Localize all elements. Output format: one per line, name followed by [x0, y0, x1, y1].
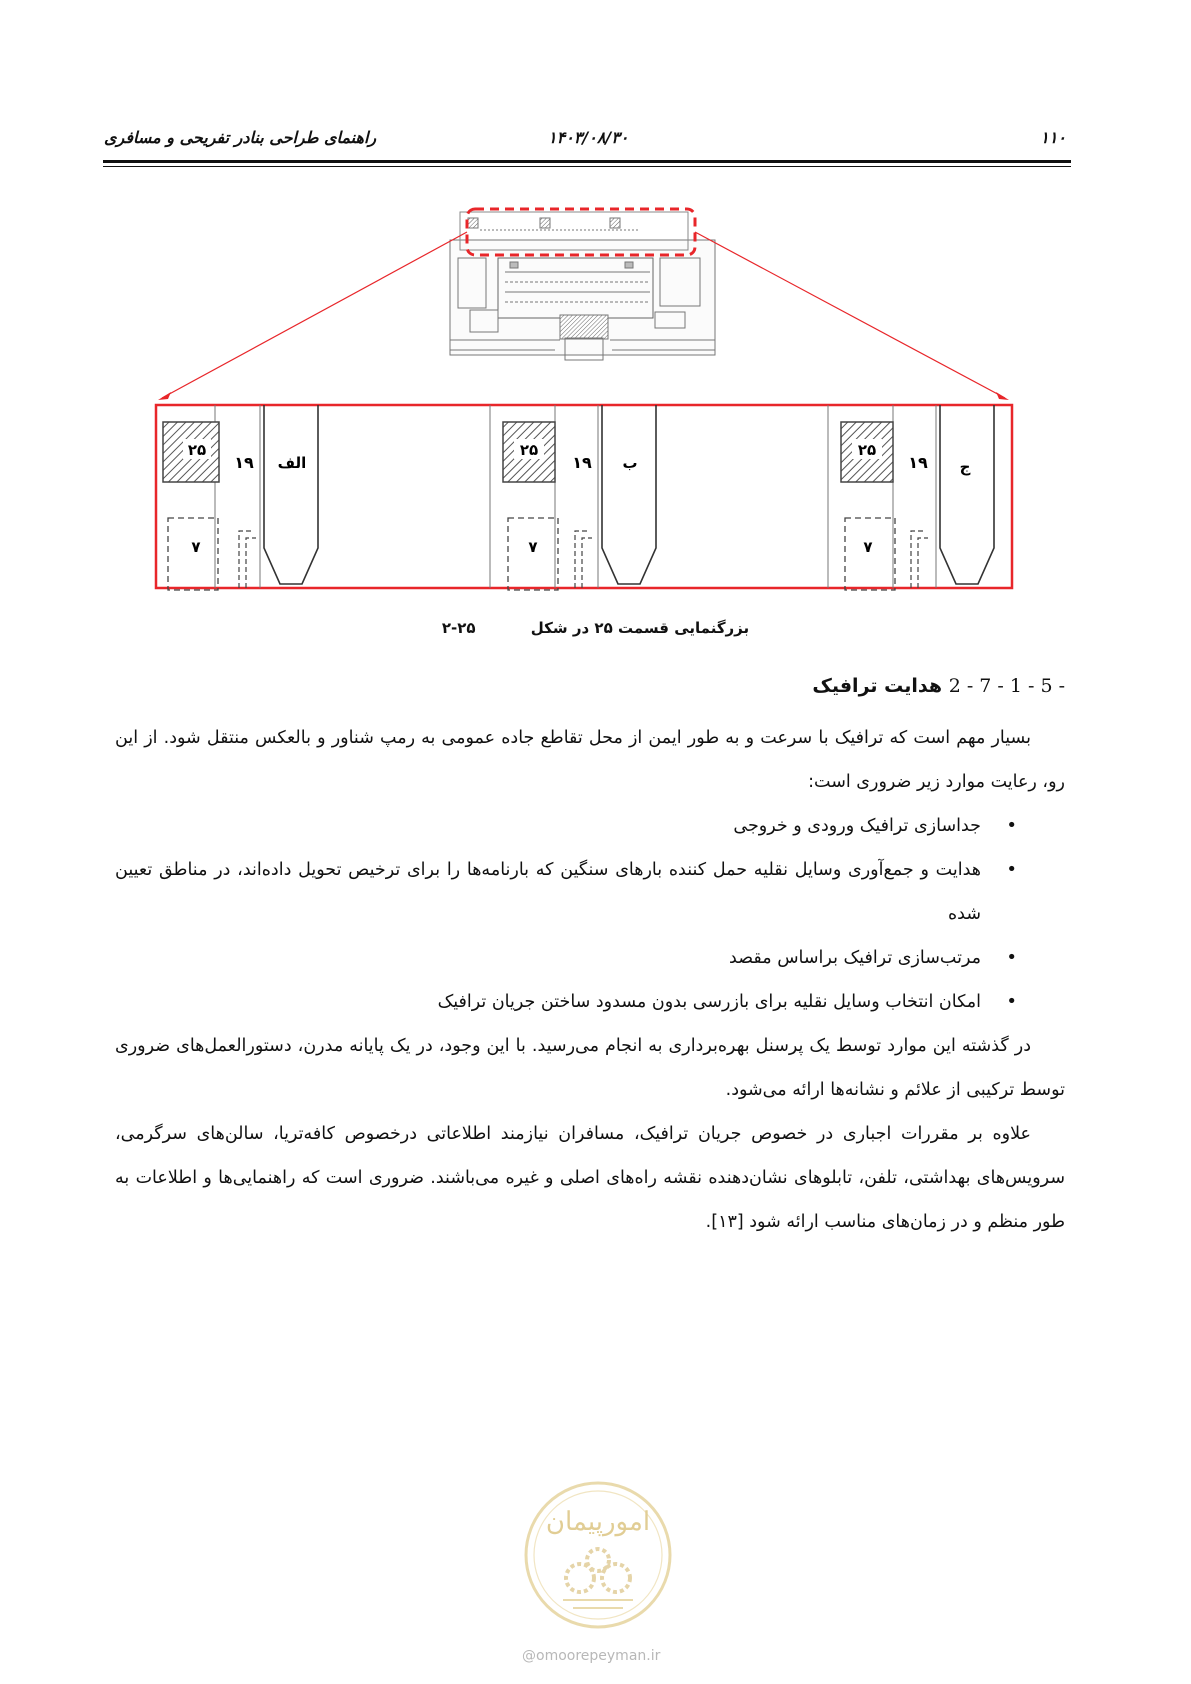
zoom-label-7: ۷ — [528, 538, 538, 556]
zoom-label-19: ۱۹ — [234, 453, 254, 472]
watermark-url: @omoorepeyman.ir — [522, 1648, 661, 1664]
paragraph-3: علاوه بر مقررات اجباری در خصوص جریان ترافیک، مسافران نیازمند اطلاعاتی درخصوص کافه‌تریا، سالن‌های سرگرمی، سرویس‌های بهداشتی، تلفن، تابلوهای نشان‌دهنده نقشه راه‌های اصلی و غیره می‌باشند. ضروری است که راهنمایی‌ها و اطلاعات به طور منظم و در زمان‌های مناسب ارائه شود [۱۳]. — [115, 1124, 1065, 1232]
header-title: راهنمای طراحی بنادر تفریحی و مسافری — [104, 128, 377, 147]
paragraph-1: بسیار مهم است که ترافیک با سرعت و به طور ایمن از محل تقاطع جاده عمومی به رمپ شناور و بالعکس منتقل شود. از این رو، رعایت موارد زیر ضروری است: — [115, 728, 1065, 792]
figure-caption — [0, 619, 1191, 637]
page-number: ۱۱۰ — [1040, 128, 1066, 147]
zoom-label-19: ۱۹ — [908, 453, 928, 472]
overview-plan — [450, 212, 715, 360]
zoom-arrow-right — [695, 232, 1005, 398]
bullet-list — [115, 804, 1065, 1024]
caption-ref: ۲-۲۵ — [441, 619, 476, 637]
zoom-label-25: ۲۵ — [187, 441, 207, 459]
zoom-label-25: ۲۵ — [857, 441, 877, 459]
bullet-item: • هدایت و جمع‌آوری وسایل نقلیه حمل کننده بارهای سنگین که بارنامه‌ها را برای ترخیص تحویل داده‌اند، در مناطق تعیین شده — [115, 848, 1065, 936]
bullet-item: • امکان انتخاب وسایل نقلیه برای بازرسی بدون مسدود ساختن جریان ترافیک — [115, 980, 1065, 1024]
ramp-label-1: الف — [277, 454, 307, 472]
paragraph-2: در گذشته این موارد توسط یک پرسنل بهره‌برداری به انجام می‌رسید. با این وجود، در یک پایانه مدرن، دستورالعمل‌های ضروری توسط ترکیبی از علائم و نشانه‌ها ارائه می‌شود. — [115, 1036, 1065, 1100]
section-title: هدایت ترافیک — [812, 675, 943, 697]
zoom-label-7: ۷ — [191, 538, 201, 556]
ramp-label-3: ج — [959, 458, 971, 476]
bullet-item: • مرتب‌سازی ترافیک براساس مقصد — [115, 936, 1065, 980]
section-number: 2 - 7 - 1 - 5 - — [948, 675, 1065, 697]
caption-text: بزرگنمایی قسمت ۲۵ در شکل — [530, 619, 750, 637]
section-heading — [812, 675, 1065, 697]
zoom-arrow-left — [162, 232, 467, 398]
ramp-label-2: ب — [622, 454, 638, 472]
zoom-label-25: ۲۵ — [519, 441, 539, 459]
bullet-item: • جداسازی ترافیک ورودی و خروجی — [115, 804, 1065, 848]
watermark-logo — [518, 1470, 678, 1640]
header-date: ۱۴۰۳/۰۸/۳۰ — [548, 128, 629, 147]
header-rule-thin — [103, 166, 1071, 167]
zoom-label-7: ۷ — [863, 538, 873, 556]
header-rule-thick — [103, 160, 1071, 163]
site-plan-figure — [0, 200, 1191, 610]
zoom-label-19: ۱۹ — [572, 453, 592, 472]
body-text — [115, 716, 1065, 1244]
watermark-logo-text: امورپیمان — [545, 1507, 651, 1537]
